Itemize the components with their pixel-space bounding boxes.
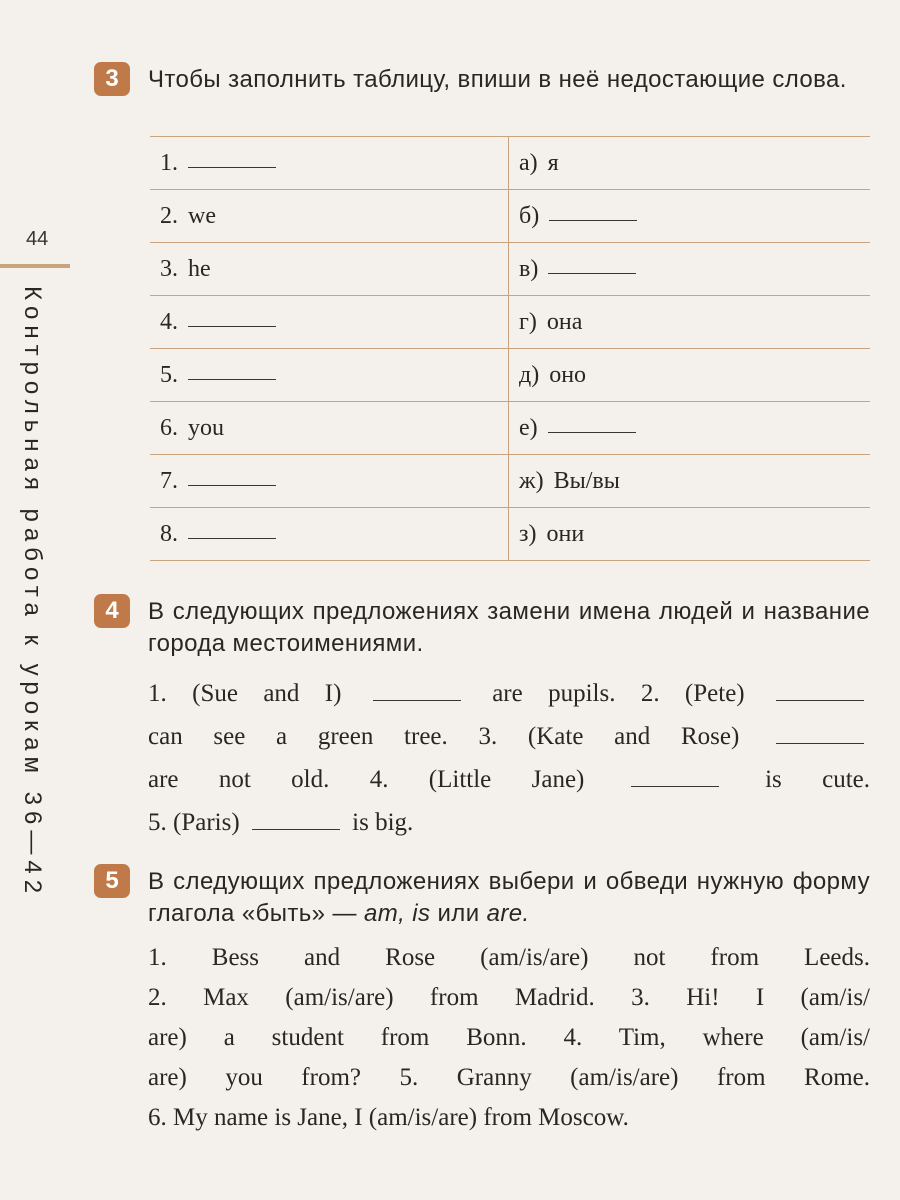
task-5-title-text: В следующих предложениях выбери и обведи нужную форму глагола «быть» — (148, 868, 870, 927)
answer-blank[interactable] (252, 828, 340, 830)
table-cell-english (150, 349, 509, 402)
table-cell-russian (509, 296, 871, 349)
russian-pronoun: они (546, 520, 585, 547)
pronoun-table (150, 136, 870, 561)
task-4-line-4 (148, 801, 870, 844)
row-letter: е) (519, 414, 538, 441)
table-row (150, 402, 870, 455)
row-number: 8. (160, 520, 178, 547)
table-row (150, 455, 870, 508)
table-row (150, 243, 870, 296)
english-pronoun: he (188, 255, 211, 282)
english-pronoun: you (188, 414, 224, 441)
row-letter: г) (519, 308, 537, 335)
task-5-badge: 5 (94, 864, 130, 898)
answer-blank[interactable] (188, 378, 276, 380)
answer-blank[interactable] (188, 484, 276, 486)
task-4-s4b: is big. (352, 809, 414, 836)
russian-pronoun: оно (549, 361, 587, 388)
task-4-s1b: are pupils. 2. (Pete) (492, 680, 745, 707)
task-3-badge: 3 (94, 62, 130, 96)
table-row (150, 508, 870, 561)
form-is: is (412, 900, 431, 927)
task-4-text (148, 672, 870, 844)
table-cell-english (150, 508, 509, 561)
table-cell-english (150, 190, 509, 243)
task-5-line[interactable]: 6. My name is Jane, I (am/is/are) from Moscow. (148, 1104, 629, 1131)
task-5-title (148, 866, 870, 930)
row-number: 4. (160, 308, 178, 335)
row-letter: б) (519, 202, 540, 229)
task-4-line-1 (148, 672, 870, 715)
row-number: 6. (160, 414, 178, 441)
answer-blank[interactable] (548, 431, 636, 433)
table-cell-russian (509, 137, 871, 190)
task-4-s3b: is cute. (765, 766, 871, 793)
table-cell-russian (509, 190, 871, 243)
row-letter: д) (519, 361, 540, 388)
task-5-text (148, 938, 870, 1138)
table-row (150, 349, 870, 402)
task-5-line[interactable]: 2. Max (am/is/are) from Madrid. 3. Hi! I (am/is/ (148, 984, 870, 1011)
answer-blank[interactable] (188, 537, 276, 539)
row-number: 3. (160, 255, 178, 282)
table-cell-english (150, 402, 509, 455)
task-4-s3: are not old. 4. (Little Jane) (148, 766, 585, 793)
task-4-s4: 5. (Paris) (148, 809, 240, 836)
table-cell-english (150, 243, 509, 296)
answer-blank[interactable] (188, 325, 276, 327)
task-4-line-2 (148, 715, 870, 758)
answer-blank[interactable] (548, 272, 636, 274)
english-pronoun: we (188, 202, 216, 229)
answer-blank[interactable] (549, 219, 637, 221)
answer-blank[interactable] (776, 699, 864, 701)
table-cell-russian (509, 349, 871, 402)
row-letter: з) (519, 520, 537, 547)
table-cell-russian (509, 243, 871, 296)
task-5-line[interactable]: 1. Bess and Rose (am/is/are) not from Leeds. (148, 944, 870, 971)
side-title: Контрольная работа к урокам 36—42 (19, 286, 46, 900)
table-row (150, 296, 870, 349)
table-cell-english (150, 296, 509, 349)
table-cell-russian (509, 402, 871, 455)
table-cell-russian (509, 455, 871, 508)
task-4-title: В следующих предложениях замени имена людей и название города местоимениями. (148, 598, 870, 657)
answer-blank[interactable] (776, 742, 864, 744)
task-4-s1: 1. (Sue and I) (148, 680, 342, 707)
table-row (150, 190, 870, 243)
table-cell-russian (509, 508, 871, 561)
answer-blank[interactable] (631, 785, 719, 787)
table-cell-english (150, 137, 509, 190)
task-4-line-3 (148, 758, 870, 801)
row-letter: ж) (519, 467, 544, 494)
russian-pronoun: она (546, 308, 583, 335)
task-5-or: или (437, 900, 480, 927)
row-number: 7. (160, 467, 178, 494)
task-4-s2: can see a green tree. 3. (Kate and Rose) (148, 723, 740, 750)
row-number: 5. (160, 361, 178, 388)
row-letter: в) (519, 255, 539, 282)
task-4-badge: 4 (94, 594, 130, 628)
form-are: are. (486, 900, 530, 927)
page-number: 44 (26, 228, 49, 250)
table-cell-english (150, 455, 509, 508)
russian-pronoun: Вы/вы (553, 467, 620, 494)
page-number-rule (0, 264, 70, 268)
form-am: am, (363, 900, 406, 927)
task-3-title: Чтобы заполнить таблицу, впиши в неё недостающие слова. (148, 66, 847, 93)
row-number: 2. (160, 202, 178, 229)
row-number: 1. (160, 149, 178, 176)
table-row (150, 137, 870, 190)
row-letter: а) (519, 149, 538, 176)
answer-blank[interactable] (373, 699, 461, 701)
answer-blank[interactable] (188, 166, 276, 168)
task-5-line[interactable]: are) you from? 5. Granny (am/is/are) from Rome. (148, 1064, 870, 1091)
russian-pronoun: я (547, 149, 559, 176)
task-5-line[interactable]: are) a student from Bonn. 4. Tim, where (am/is/ (148, 1024, 870, 1051)
